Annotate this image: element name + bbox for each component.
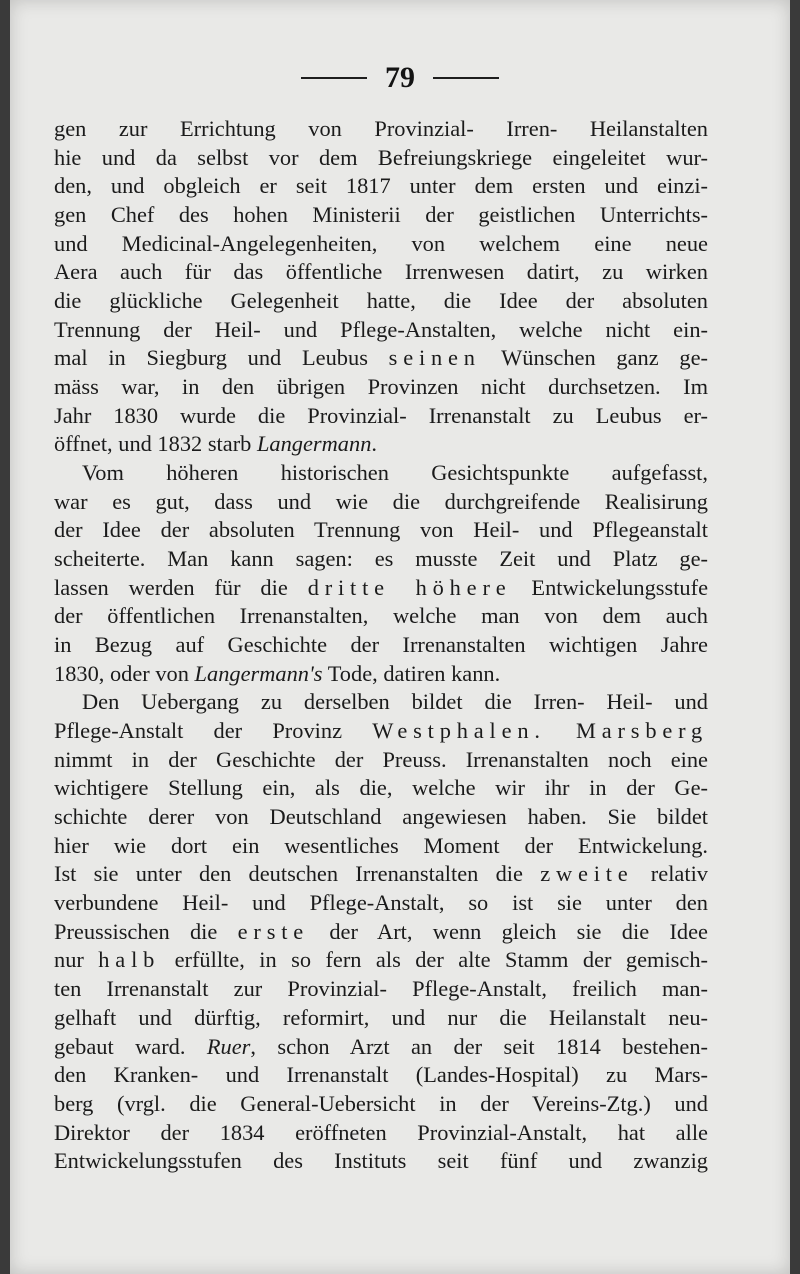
text-segment: lassen werden für die xyxy=(54,574,308,600)
text-segment: nur xyxy=(54,947,99,973)
text-segment: verbundene Heil- und Pflege-Anstalt, so ist sie unter den xyxy=(54,890,708,916)
text-line xyxy=(54,574,708,603)
text-segment: Entwickelungsstufe xyxy=(511,574,709,600)
text-segment: gen Chef des hohen Ministerii der geistlichen Unterrichts- xyxy=(54,202,708,228)
text-segment: der öffentlichen Irrenanstalten, welche man von dem auch xyxy=(54,603,708,629)
text-segment: der Idee der absoluten Trennung von Heil- und Pflegeanstalt xyxy=(54,517,708,543)
text-segment: scheiterte. Man kann sagen: es musste Zeit und Platz ge- xyxy=(54,546,708,572)
text-line xyxy=(54,258,708,287)
text-line xyxy=(54,373,708,402)
text-line xyxy=(54,1147,708,1176)
page-header xyxy=(10,58,790,98)
text-line xyxy=(54,803,708,832)
text-segment: relativ xyxy=(633,861,709,887)
spaced-emphasis: zweite xyxy=(540,861,634,887)
text-line xyxy=(54,602,708,631)
text-line xyxy=(54,144,708,173)
text-line xyxy=(54,1004,708,1033)
text-segment: den, und obgleich er seit 1817 unter dem ersten und einzi- xyxy=(54,173,708,199)
text-segment: ten Irrenanstalt zur Provinzial- Pflege-Anstalt, freilich man- xyxy=(54,976,708,1002)
text-segment: in Bezug auf Geschichte der Irrenanstalten wichtigen Jahre xyxy=(54,632,708,658)
text-line xyxy=(54,1090,708,1119)
text-segment: mäss war, in den übrigen Provinzen nicht durchsetzen. Im xyxy=(54,374,708,400)
text-line xyxy=(54,918,708,947)
text-segment: der Art, wenn gleich sie die Idee xyxy=(309,918,708,944)
text-segment: Vom höheren historischen Gesichtspunkte aufgefasst, xyxy=(82,460,708,486)
text-segment: 1830, oder von xyxy=(54,660,195,686)
text-line xyxy=(54,774,708,803)
text-line xyxy=(54,201,708,230)
text-segment: . xyxy=(371,431,377,457)
text-line xyxy=(54,660,708,689)
text-line xyxy=(54,889,708,918)
spaced-emphasis: seinen xyxy=(388,345,481,371)
italic-name: Langermann xyxy=(256,431,372,457)
spaced-emphasis: erste xyxy=(237,918,310,944)
header-rule-right xyxy=(433,77,499,79)
spaced-emphasis: Westphalen. xyxy=(372,718,546,744)
text-line xyxy=(54,287,708,316)
text-segment: Jahr 1830 wurde die Provinzial- Irrenanstalt zu Leubus er- xyxy=(54,402,708,428)
text-segment: gelhaft und dürftig, reformirt, und nur die Heilanstalt neu- xyxy=(54,1004,708,1030)
text-line xyxy=(54,459,708,488)
text-segment: Ist sie unter den deutschen Irrenanstalten die xyxy=(54,861,541,887)
text-segment: die glückliche Gelegenheit hatte, die Idee der absoluten xyxy=(54,288,708,314)
text-line xyxy=(54,430,708,459)
text-line xyxy=(54,1119,708,1148)
text-segment: Entwickelungsstufen des Instituts seit fünf und zwanzig xyxy=(54,1148,708,1174)
text-segment: Den Uebergang zu derselben bildet die Irren- Heil- und xyxy=(82,689,708,715)
text-segment: berg (vrgl. die General-Uebersicht in der Vereins-Ztg.) und xyxy=(54,1090,708,1116)
text-segment: und Medicinal-Angelegenheiten, von welchem eine neue xyxy=(54,230,708,256)
text-segment: hie und da selbst vor dem Befreiungskriege eingeleitet wur- xyxy=(54,144,708,170)
text-line xyxy=(54,545,708,574)
header-rule-left xyxy=(301,77,367,79)
text-line xyxy=(54,717,708,746)
spaced-emphasis: Marsberg xyxy=(576,718,708,744)
spaced-emphasis: halb xyxy=(98,947,161,973)
text-line xyxy=(54,631,708,660)
text-line xyxy=(54,488,708,517)
text-line xyxy=(54,1033,708,1062)
book-page xyxy=(10,0,790,1274)
text-line xyxy=(54,832,708,861)
text-segment: gen zur Errichtung von Provinzial- Irren- Heilanstalten xyxy=(54,116,708,141)
text-segment: öffnet, und 1832 starb xyxy=(54,431,257,457)
text-line xyxy=(54,975,708,1004)
text-segment: Direktor der 1834 eröffneten Provinzial-Anstalt, hat alle xyxy=(54,1119,708,1145)
text-line xyxy=(54,402,708,431)
body-text xyxy=(54,115,708,1176)
italic-name: Ruer xyxy=(206,1033,251,1059)
text-segment: war es gut, dass und wie die durchgreifende Realisirung xyxy=(54,488,708,514)
text-line xyxy=(54,230,708,259)
text-line xyxy=(54,1061,708,1090)
text-segment: Aera auch für das öffentliche Irrenwesen datirt, zu wirken xyxy=(54,259,708,285)
text-line xyxy=(54,688,708,717)
text-segment: hier wie dort ein wesentliches Moment der Entwickelung. xyxy=(54,832,708,858)
text-segment: gebaut ward. xyxy=(54,1033,207,1059)
text-line xyxy=(54,860,708,889)
text-line xyxy=(54,946,708,975)
text-line xyxy=(54,172,708,201)
text-line xyxy=(54,746,708,775)
text-segment: Tode, datiren kann. xyxy=(322,660,501,686)
text-line xyxy=(54,344,708,373)
text-line xyxy=(54,316,708,345)
text-segment: Preussischen die xyxy=(54,918,238,944)
text-segment: erfüllte, in so fern als der alte Stamm der gemisch- xyxy=(160,947,708,973)
italic-name: Langermann's xyxy=(194,660,323,686)
text-segment: mal in Siegburg und Leubus xyxy=(54,345,389,371)
text-segment: , schon Arzt an der seit 1814 bestehen- xyxy=(250,1033,708,1059)
text-line xyxy=(54,516,708,545)
text-segment: Pflege-Anstalt der Provinz xyxy=(54,718,373,744)
text-segment: nimmt in der Geschichte der Preuss. Irrenanstalten noch eine xyxy=(54,746,708,772)
text-line xyxy=(54,115,708,144)
spaced-emphasis: dritte höhere xyxy=(307,574,512,600)
text-segment xyxy=(546,718,576,743)
page-number: 79 xyxy=(385,61,415,94)
text-segment: Trennung der Heil- und Pflege-Anstalten, welche nicht ein- xyxy=(54,316,708,342)
text-segment: den Kranken- und Irrenanstalt (Landes-Hospital) zu Mars- xyxy=(54,1062,708,1088)
text-segment: Wünschen ganz ge- xyxy=(480,345,708,371)
text-segment: schichte derer von Deutschland angewiesen haben. Sie bildet xyxy=(54,804,708,830)
text-segment: wichtigere Stellung ein, als die, welche wir ihr in der Ge- xyxy=(54,775,708,801)
